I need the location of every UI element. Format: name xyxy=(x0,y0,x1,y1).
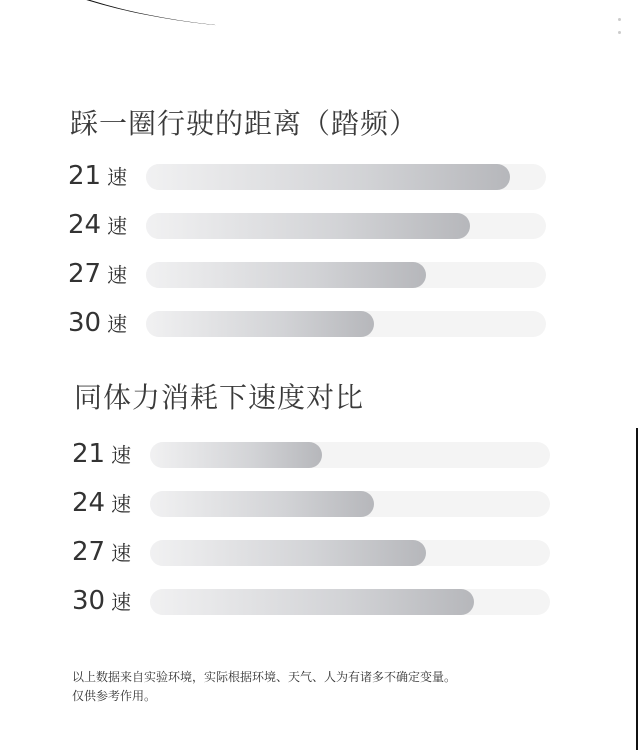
chart-2-track-24 xyxy=(150,491,550,517)
chart-1-bar-27 xyxy=(146,262,426,288)
chart-1-bar-21 xyxy=(146,164,510,190)
chart-2-bar-30 xyxy=(150,589,474,615)
category-unit: 速 xyxy=(111,541,132,565)
chart-1-track-21 xyxy=(146,164,546,190)
chart-2-track-21 xyxy=(150,442,550,468)
chart-1-track-27 xyxy=(146,262,546,288)
chart-1-label-24 xyxy=(68,211,127,239)
category-number: 24 xyxy=(68,210,102,240)
chart-2-bar-24 xyxy=(150,491,374,517)
category-unit: 速 xyxy=(107,165,128,189)
chart-2-bar-21 xyxy=(150,442,322,468)
corner-dots-decoration xyxy=(618,18,624,44)
category-number: 24 xyxy=(72,488,106,518)
chart-2-label-27 xyxy=(72,538,131,566)
chart-2-title: 同体力消耗下速度对比 xyxy=(74,381,365,414)
category-unit: 速 xyxy=(111,443,132,467)
category-number: 21 xyxy=(68,161,102,191)
footnote xyxy=(72,668,592,706)
corner-decoration xyxy=(0,0,640,30)
chart-2-track-30 xyxy=(150,589,550,615)
category-unit: 速 xyxy=(107,263,128,287)
category-number: 30 xyxy=(68,308,102,338)
chart-1-label-30 xyxy=(68,309,127,337)
category-number: 30 xyxy=(72,586,106,616)
category-unit: 速 xyxy=(111,492,132,516)
chart-1-bar-30 xyxy=(146,311,374,337)
chart-2-bar-27 xyxy=(150,540,426,566)
chart-2-label-30 xyxy=(72,587,131,615)
chart-2-label-24 xyxy=(72,489,131,517)
category-unit: 速 xyxy=(111,590,132,614)
chart-2-label-21 xyxy=(72,440,131,468)
chart-1-track-30 xyxy=(146,311,546,337)
chart-1-track-24 xyxy=(146,213,546,239)
chart-2-track-27 xyxy=(150,540,550,566)
chart-1-label-21 xyxy=(68,162,127,190)
footnote-line-2: 仅供参考作用。 xyxy=(72,689,157,703)
edge-line-decoration xyxy=(636,428,638,750)
category-unit: 速 xyxy=(107,214,128,238)
chart-1-title: 踩一圈行驶的距离（踏频） xyxy=(70,107,419,140)
footnote-line-1: 以上数据来自实验环境，实际根据环境、天气、人为有诸多不确定变量。 xyxy=(72,670,457,684)
category-unit: 速 xyxy=(107,312,128,336)
chart-1-label-27 xyxy=(68,260,127,288)
chart-1-bar-24 xyxy=(146,213,470,239)
category-number: 27 xyxy=(72,537,106,567)
category-number: 27 xyxy=(68,259,102,289)
category-number: 21 xyxy=(72,439,106,469)
